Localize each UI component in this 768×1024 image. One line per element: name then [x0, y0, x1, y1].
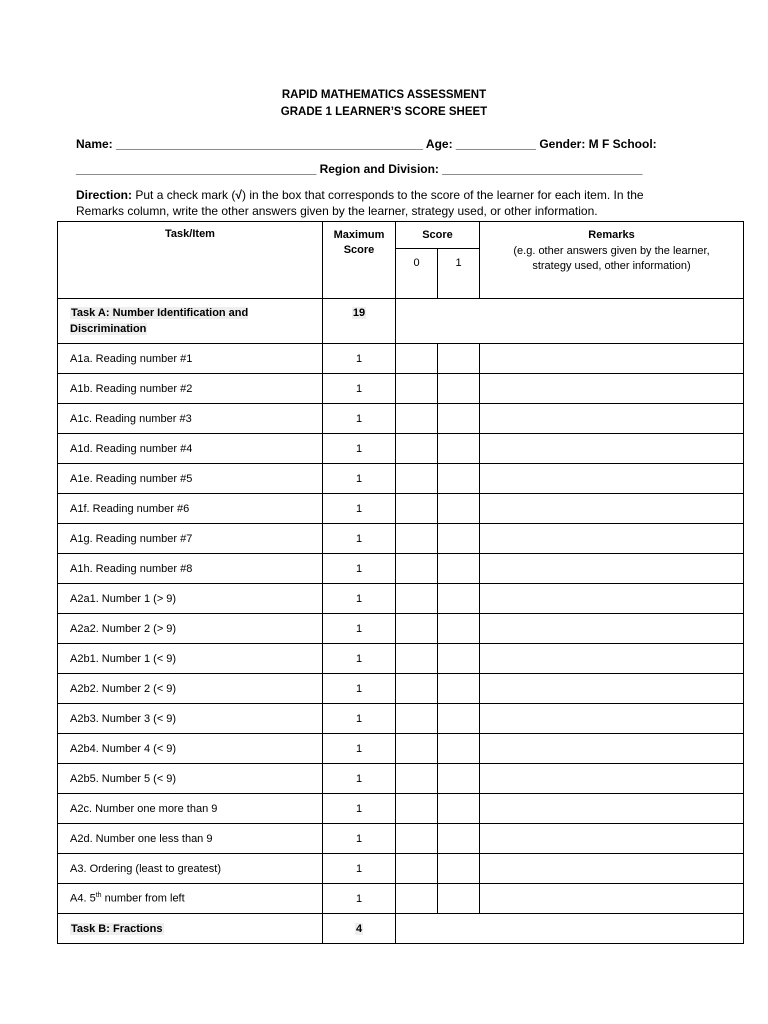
task-b-row: [58, 914, 744, 944]
task-a-label: Task A: Number Identification and Discrimination: [58, 299, 323, 344]
score-1-box[interactable]: [438, 794, 480, 824]
score-1-box[interactable]: [438, 764, 480, 794]
item-max: 1: [323, 524, 396, 554]
remarks-cell[interactable]: [480, 704, 744, 734]
item-max: 1: [323, 614, 396, 644]
score-1-box[interactable]: [438, 704, 480, 734]
task-a-row: [58, 299, 744, 344]
item-label: A2b1. Number 1 (< 9): [58, 644, 323, 674]
item-max: 1: [323, 704, 396, 734]
score-table: [57, 221, 744, 944]
item-label: A2b2. Number 2 (< 9): [58, 674, 323, 704]
item-label: A2b3. Number 3 (< 9): [58, 704, 323, 734]
score-0-box[interactable]: [396, 344, 438, 374]
score-1-box[interactable]: [438, 524, 480, 554]
item-label: A4. 5th number from left: [58, 884, 323, 914]
item-max: 1: [323, 494, 396, 524]
item-max: 1: [323, 764, 396, 794]
item-a4-row: [58, 884, 744, 914]
page-title: RAPID MATHEMATICS ASSESSMENT: [281, 89, 487, 101]
check-symbol: √: [235, 188, 242, 202]
score-0-box[interactable]: [396, 584, 438, 614]
item-label: A1f. Reading number #6: [58, 494, 323, 524]
item-max: 1: [323, 734, 396, 764]
score-1-box[interactable]: [438, 374, 480, 404]
score-0-box[interactable]: [396, 764, 438, 794]
item-max: 1: [323, 554, 396, 584]
score-0-box[interactable]: [396, 554, 438, 584]
task-b-blank: [396, 914, 744, 944]
score-0-box[interactable]: [396, 464, 438, 494]
region-division-line: ____________________________________ Region and Division: ______________________________: [76, 162, 643, 176]
item-label: A1a. Reading number #1: [58, 344, 323, 374]
remarks-cell[interactable]: [480, 404, 744, 434]
direction-text-1: Put a check mark (: [132, 188, 236, 202]
remarks-cell[interactable]: [480, 464, 744, 494]
score-0-box[interactable]: [396, 404, 438, 434]
remarks-cell[interactable]: [480, 674, 744, 704]
item-max: 1: [323, 824, 396, 854]
remarks-cell[interactable]: [480, 554, 744, 584]
remarks-cell[interactable]: [480, 344, 744, 374]
score-0-box[interactable]: [396, 614, 438, 644]
remarks-cell[interactable]: [480, 734, 744, 764]
item-label: A1c. Reading number #3: [58, 404, 323, 434]
item-label: A1b. Reading number #2: [58, 374, 323, 404]
task-a-max: 19: [323, 299, 396, 344]
item-label: A2c. Number one more than 9: [58, 794, 323, 824]
remarks-cell[interactable]: [480, 584, 744, 614]
header-task-item: Task/Item: [58, 222, 323, 299]
direction-line-2: Remarks column, write the other answers given by the learner, strategy used, or other information.: [76, 204, 598, 218]
score-0-box[interactable]: [396, 824, 438, 854]
score-0-box[interactable]: [396, 434, 438, 464]
header-remarks-subtitle: (e.g. other answers given by the learner, strategy used, other information): [513, 244, 710, 272]
score-1-box[interactable]: [438, 854, 480, 884]
remarks-cell[interactable]: [480, 524, 744, 554]
item-label: A1h. Reading number #8: [58, 554, 323, 584]
header-score-0: 0: [396, 249, 438, 299]
score-1-box[interactable]: [438, 494, 480, 524]
score-0-box[interactable]: [396, 794, 438, 824]
direction-text-2: ) in the box that corresponds to the score of the learner for each item. In the: [241, 188, 644, 202]
item-label: A1g. Reading number #7: [58, 524, 323, 554]
score-0-box[interactable]: [396, 374, 438, 404]
score-1-box[interactable]: [438, 584, 480, 614]
item-label: A1e. Reading number #5: [58, 464, 323, 494]
remarks-cell[interactable]: [480, 494, 744, 524]
item-max: 1: [323, 854, 396, 884]
task-b-max: 4: [323, 914, 396, 944]
score-1-box[interactable]: [438, 344, 480, 374]
item-max: 1: [323, 674, 396, 704]
page-subtitle: GRADE 1 LEARNER’S SCORE SHEET: [280, 106, 488, 118]
item-label: A1d. Reading number #4: [58, 434, 323, 464]
remarks-cell[interactable]: [480, 374, 744, 404]
remarks-cell[interactable]: [480, 434, 744, 464]
task-b-label: Task B: Fractions: [58, 914, 323, 944]
score-1-box[interactable]: [438, 884, 480, 914]
header-score: Score: [396, 222, 480, 249]
score-1-box[interactable]: [438, 734, 480, 764]
score-1-box[interactable]: [438, 614, 480, 644]
item-label: A3. Ordering (least to greatest): [58, 854, 323, 884]
item-max: 1: [323, 404, 396, 434]
item-max: 1: [323, 884, 396, 914]
remarks-cell[interactable]: [480, 884, 744, 914]
item-label: A2b4. Number 4 (< 9): [58, 734, 323, 764]
remarks-cell[interactable]: [480, 644, 744, 674]
item-label: A2d. Number one less than 9: [58, 824, 323, 854]
item-label: A2a2. Number 2 (> 9): [58, 614, 323, 644]
item-max: 1: [323, 794, 396, 824]
name-age-gender-school-line: Name: ______________________________________________ Age: ____________ Gender: M F School:: [76, 137, 657, 151]
item-max: 1: [323, 374, 396, 404]
score-1-box[interactable]: [438, 644, 480, 674]
header-remarks: [480, 222, 744, 299]
score-0-box[interactable]: [396, 884, 438, 914]
header-remarks-label: Remarks: [588, 229, 635, 241]
score-0-box[interactable]: [396, 494, 438, 524]
direction-line: [76, 188, 644, 202]
score-0-box[interactable]: [396, 854, 438, 884]
score-0-box[interactable]: [396, 674, 438, 704]
score-1-box[interactable]: [438, 434, 480, 464]
score-1-box[interactable]: [438, 464, 480, 494]
remarks-cell[interactable]: [480, 854, 744, 884]
task-a-blank: [396, 299, 744, 344]
remarks-cell[interactable]: [480, 614, 744, 644]
header-score-1: 1: [438, 249, 480, 299]
score-1-box[interactable]: [438, 554, 480, 584]
item-max: 1: [323, 464, 396, 494]
direction-label: Direction:: [76, 188, 133, 202]
item-label: A2a1. Number 1 (> 9): [58, 584, 323, 614]
score-0-box[interactable]: [396, 644, 438, 674]
item-max: 1: [323, 344, 396, 374]
item-label: A2b5. Number 5 (< 9): [58, 764, 323, 794]
remarks-cell[interactable]: [480, 764, 744, 794]
score-0-box[interactable]: [396, 734, 438, 764]
remarks-cell[interactable]: [480, 794, 744, 824]
score-0-box[interactable]: [396, 704, 438, 734]
score-1-box[interactable]: [438, 674, 480, 704]
score-1-box[interactable]: [438, 824, 480, 854]
header-maximum-score: Maximum Score: [323, 222, 396, 299]
table-header-row: [58, 222, 744, 249]
remarks-cell[interactable]: [480, 824, 744, 854]
item-max: 1: [323, 644, 396, 674]
score-0-box[interactable]: [396, 524, 438, 554]
item-max: 1: [323, 434, 396, 464]
score-1-box[interactable]: [438, 404, 480, 434]
item-max: 1: [323, 584, 396, 614]
